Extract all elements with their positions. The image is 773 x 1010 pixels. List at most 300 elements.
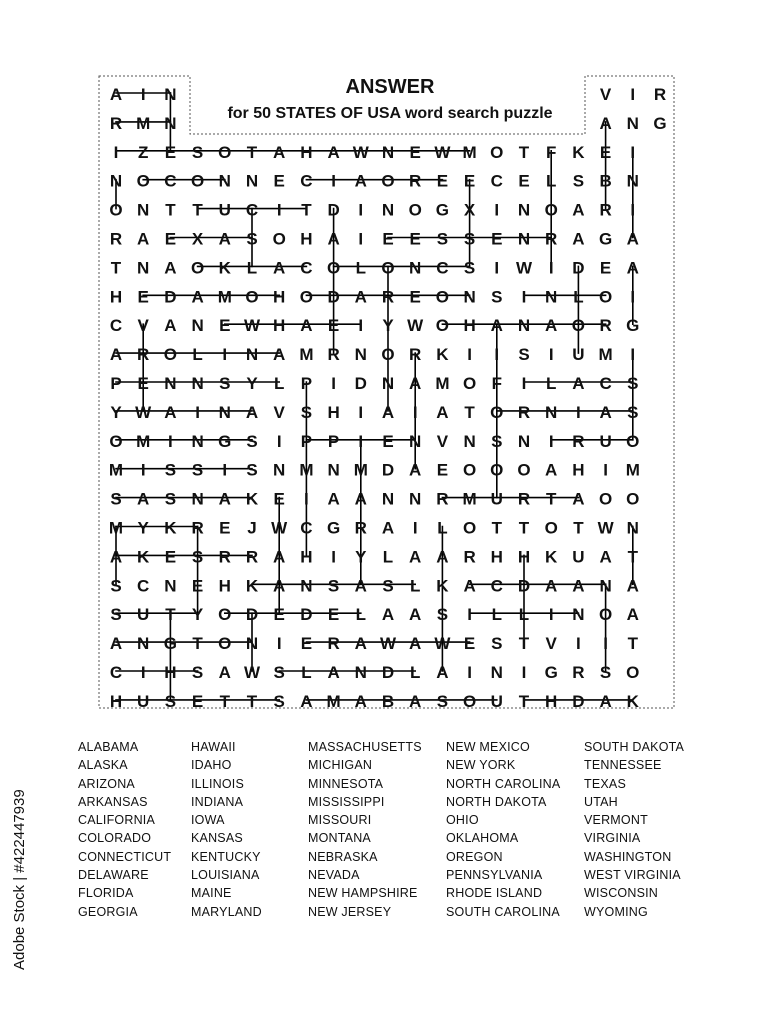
stock-label: Adobe Stock | #422447939 xyxy=(11,789,28,970)
grid-letter: N xyxy=(218,171,231,191)
grid-letter: N xyxy=(409,258,422,278)
grid-letter: I xyxy=(548,431,554,451)
word-list-item: INDIANA xyxy=(191,794,244,809)
grid-letter: M xyxy=(353,460,368,480)
grid-letter: A xyxy=(409,374,422,393)
grid-letter: H xyxy=(572,460,585,480)
grid-letter: I xyxy=(467,663,472,682)
grid-letter: D xyxy=(572,691,585,711)
grid-letter: U xyxy=(599,431,612,451)
grid-letter: R xyxy=(191,518,204,538)
grid-letter: D xyxy=(572,258,585,278)
grid-letter: N xyxy=(191,431,204,451)
grid-letter: L xyxy=(410,576,421,596)
grid-letter: S xyxy=(110,605,122,625)
word-list-column xyxy=(584,738,684,921)
grid-letter: S xyxy=(191,663,204,682)
grid-letter: M xyxy=(462,142,477,162)
grid-letter: N xyxy=(245,634,259,654)
grid-letter: L xyxy=(573,287,584,307)
grid-letter: O xyxy=(381,171,395,191)
grid-letter: T xyxy=(518,142,530,162)
grid-letter: O xyxy=(490,460,504,480)
word-list-item: ILLINOIS xyxy=(191,776,245,791)
page-subtitle: for 50 STATES OF USA word search puzzle xyxy=(227,105,553,122)
word-list-item: OHIO xyxy=(446,813,479,828)
grid-letter: H xyxy=(109,287,123,307)
grid-letter: L xyxy=(491,605,502,625)
stock-watermark xyxy=(2,760,32,1010)
grid-letter: S xyxy=(110,489,122,509)
grid-letter: E xyxy=(436,460,449,480)
grid-letter: C xyxy=(300,518,313,538)
grid-letter: L xyxy=(410,663,421,682)
word-list-item: SOUTH CAROLINA xyxy=(446,904,560,919)
grid-letter: H xyxy=(273,287,286,307)
grid-letter: N xyxy=(191,489,204,509)
word-list-item: LOUISIANA xyxy=(191,868,260,883)
grid-letter: T xyxy=(165,200,176,220)
word-list-item: MASSACHUSETTS xyxy=(308,740,422,754)
grid-letter: N xyxy=(517,431,531,451)
grid-letter: I xyxy=(412,402,418,422)
grid-letter: S xyxy=(436,605,449,625)
grid-letter: C xyxy=(490,171,503,191)
grid-letter: N xyxy=(273,460,286,480)
grid-letter: V xyxy=(599,85,612,104)
grid-letter: I xyxy=(358,431,364,451)
grid-letter: C xyxy=(490,576,503,596)
grid-letter: E xyxy=(327,605,340,625)
word-list-item: VIRGINIA xyxy=(584,831,641,846)
word-list-item: MISSISSIPPI xyxy=(308,794,385,809)
grid-letter: A xyxy=(599,402,612,422)
grid-letter: L xyxy=(192,345,203,365)
grid-letter: B xyxy=(599,171,612,191)
grid-letter: R xyxy=(517,402,531,422)
grid-letter: K xyxy=(218,258,231,278)
word-list-item: CONNECTICUT xyxy=(78,849,172,864)
grid-letter: L xyxy=(518,605,530,625)
grid-letter: E xyxy=(137,374,149,393)
grid-letter: W xyxy=(135,402,152,422)
grid-letter: M xyxy=(136,113,151,133)
grid-letter: H xyxy=(463,316,476,336)
page-title: ANSWER xyxy=(345,76,435,98)
word-list-item: GEORGIA xyxy=(78,904,138,919)
grid-letter: I xyxy=(358,316,364,336)
grid-letter: R xyxy=(409,171,422,191)
grid-letter: E xyxy=(409,229,421,249)
grid-letter: X xyxy=(463,200,476,220)
grid-letter: S xyxy=(300,402,313,422)
grid-letter: I xyxy=(603,634,608,654)
grid-letter: W xyxy=(434,142,451,162)
grid-letter: L xyxy=(355,605,366,625)
grid-letter: R xyxy=(572,431,585,451)
grid-letter: A xyxy=(273,547,286,567)
word-list-item: WISCONSIN xyxy=(584,886,659,901)
grid-letter: N xyxy=(137,634,150,654)
grid-letter: S xyxy=(164,460,177,480)
grid-letter: I xyxy=(276,634,282,654)
grid-letter: O xyxy=(462,460,477,480)
grid-letter: R xyxy=(572,663,585,682)
word-list-item: DELAWARE xyxy=(78,868,149,883)
grid-letter: N xyxy=(381,200,395,220)
grid-letter: I xyxy=(276,200,282,220)
grid-letter: C xyxy=(109,663,123,682)
word-list-item: MAINE xyxy=(191,886,232,901)
grid-letter: A xyxy=(381,518,395,538)
grid-letter: N xyxy=(164,85,177,104)
grid-letter: K xyxy=(545,547,558,567)
grid-letter: U xyxy=(137,691,150,711)
grid-letter: Y xyxy=(382,316,394,336)
grid-letter: I xyxy=(630,200,636,220)
word-list-item: TEXAS xyxy=(584,776,626,791)
grid-letter: E xyxy=(273,605,285,625)
grid-letter: N xyxy=(381,374,395,393)
grid-letter: S xyxy=(599,663,612,682)
grid-letter: A xyxy=(599,691,612,711)
grid-letter: N xyxy=(137,200,150,220)
grid-letter: A xyxy=(436,547,449,567)
grid-letter: A xyxy=(354,287,367,307)
grid-letter: A xyxy=(572,200,585,220)
grid-letter: H xyxy=(164,663,177,682)
grid-letter: N xyxy=(517,229,531,249)
grid-letter: A xyxy=(109,345,123,365)
grid-letter: G xyxy=(326,518,341,538)
grid-letter: V xyxy=(137,316,149,336)
grid-letter: K xyxy=(436,576,449,596)
grid-letter: V xyxy=(545,634,557,654)
grid-letter: I xyxy=(467,605,472,625)
grid-letter: M xyxy=(462,489,477,509)
grid-letter: C xyxy=(599,374,612,393)
grid-letter: I xyxy=(494,345,500,365)
grid-letter: N xyxy=(545,287,558,307)
grid-letter: M xyxy=(136,431,151,451)
grid-letter: A xyxy=(354,171,367,191)
word-list-column xyxy=(446,738,560,921)
grid-letter: O xyxy=(626,663,640,682)
word-list-item: UTAH xyxy=(584,794,618,809)
grid-letter: E xyxy=(164,142,177,162)
word-list-item: NORTH DAKOTA xyxy=(446,794,547,809)
grid-letter: K xyxy=(626,691,639,711)
grid-letter: W xyxy=(243,316,261,336)
grid-letter: R xyxy=(653,85,667,104)
grid-letter: R xyxy=(409,345,422,365)
grid-letter: A xyxy=(327,142,340,162)
grid-letter: C xyxy=(109,316,123,336)
grid-letter: S xyxy=(246,229,258,249)
grid-letter: R xyxy=(381,287,395,307)
grid-letter: K xyxy=(137,547,150,567)
grid-letter: N xyxy=(218,402,231,422)
word-list-item: PENNSYLVANIA xyxy=(446,868,543,883)
grid-letter: O xyxy=(381,258,395,278)
grid-letter: P xyxy=(300,431,313,451)
grid-letter: D xyxy=(381,663,395,682)
word-list-item: NEW MEXICO xyxy=(446,740,530,754)
grid-letter: I xyxy=(331,171,336,191)
grid-letter: N xyxy=(245,345,259,365)
grid-letter: N xyxy=(599,576,612,596)
grid-letter: N xyxy=(626,171,639,191)
grid-letter: W xyxy=(434,634,451,654)
grid-letter: G xyxy=(163,634,178,654)
word-list-item: ARKANSAS xyxy=(78,794,148,809)
grid-letter: O xyxy=(190,171,205,191)
grid-letter: H xyxy=(490,547,503,567)
grid-letter: L xyxy=(546,171,557,191)
grid-letter: A xyxy=(273,142,286,162)
grid-letter: I xyxy=(222,460,228,480)
grid-letter: L xyxy=(301,663,312,682)
grid-letter: N xyxy=(300,576,313,596)
grid-letter: E xyxy=(518,171,530,191)
grid-letter: R xyxy=(327,345,340,365)
grid-letter: A xyxy=(109,634,123,654)
grid-letter: S xyxy=(110,576,122,596)
grid-letter: E xyxy=(273,489,285,509)
grid-letter: A xyxy=(409,605,422,625)
grid-letter: N xyxy=(572,605,585,625)
grid-letter: D xyxy=(164,287,177,307)
grid-letter: W xyxy=(515,258,533,278)
word-list-item: MICHIGAN xyxy=(308,758,373,773)
grid-letter: A xyxy=(327,489,340,509)
grid-letter: O xyxy=(598,489,613,509)
word-list-item: TENNESSEE xyxy=(584,758,662,773)
grid-letter: V xyxy=(273,402,285,422)
word-list-item: MARYLAND xyxy=(191,904,262,919)
grid-letter: N xyxy=(164,374,177,393)
grid-letter: E xyxy=(382,229,394,249)
grid-letter: A xyxy=(164,258,177,278)
grid-letter: H xyxy=(273,316,286,336)
grid-letter: E xyxy=(219,316,231,336)
grid-letter: I xyxy=(358,200,364,220)
grid-letter: O xyxy=(109,200,123,220)
grid-letter: O xyxy=(571,316,586,336)
grid-letter: C xyxy=(436,258,449,278)
grid-letter: C xyxy=(300,258,313,278)
grid-letter: I xyxy=(494,258,500,278)
grid-letter: K xyxy=(245,576,259,596)
grid-letter: E xyxy=(599,258,612,278)
grid-letter: E xyxy=(382,431,394,451)
grid-letter: D xyxy=(354,374,367,393)
grid-letter: U xyxy=(572,345,585,365)
grid-letter: M xyxy=(326,691,341,711)
grid-letter: J xyxy=(247,518,257,538)
grid-letter: A xyxy=(409,460,422,480)
grid-letter: N xyxy=(626,113,639,133)
grid-letter: A xyxy=(463,576,476,596)
grid-letter: E xyxy=(463,634,476,654)
grid-letter: W xyxy=(352,142,369,162)
grid-letter: B xyxy=(381,691,395,711)
grid-letter: A xyxy=(572,489,585,509)
grid-letter: S xyxy=(436,229,449,249)
grid-letter: I xyxy=(467,345,472,365)
grid-letter: U xyxy=(572,547,585,567)
grid-letter: H xyxy=(109,691,123,711)
grid-letter: S xyxy=(219,374,231,393)
grid-letter: A xyxy=(626,229,639,249)
grid-letter: G xyxy=(598,229,613,249)
grid-letter: A xyxy=(545,576,558,596)
grid-letter: I xyxy=(521,287,527,307)
grid-letter: Y xyxy=(137,518,149,538)
grid-letter: A xyxy=(109,85,123,104)
grid-letter: E xyxy=(463,171,476,191)
word-list-item: COLORADO xyxy=(78,831,152,846)
grid-letter: M xyxy=(598,345,613,365)
grid-letter: N xyxy=(409,489,422,509)
word-list-item: WYOMING xyxy=(584,904,648,919)
grid-letter: M xyxy=(299,460,314,480)
word-list-item: MISSOURI xyxy=(308,813,372,828)
grid-letter: R xyxy=(599,200,612,220)
grid-letter: K xyxy=(245,489,259,509)
grid-letter: N xyxy=(463,287,476,307)
grid-letter: W xyxy=(243,663,261,682)
grid-letter: H xyxy=(218,576,231,596)
grid-letter: N xyxy=(137,258,150,278)
grid-letter: A xyxy=(572,374,585,393)
grid-letter: E xyxy=(491,229,503,249)
grid-letter: A xyxy=(490,316,503,336)
grid-letter: A xyxy=(191,287,204,307)
grid-letter: N xyxy=(327,460,340,480)
grid-letter: I xyxy=(140,663,146,682)
grid-letter: O xyxy=(163,345,178,365)
grid-letter: A xyxy=(137,229,150,249)
grid-letter: Y xyxy=(110,402,122,422)
grid-letter: A xyxy=(354,634,367,654)
grid-letter: M xyxy=(108,460,124,480)
grid-letter: T xyxy=(627,547,638,567)
word-list-item: NEBRASKA xyxy=(308,849,378,864)
grid-letter: S xyxy=(463,258,476,278)
grid-letter: E xyxy=(436,171,449,191)
grid-letter: O xyxy=(136,171,150,191)
word-list-item: WEST VIRGINIA xyxy=(584,868,681,883)
grid-letter: K xyxy=(164,518,177,538)
word-list-item: SOUTH DAKOTA xyxy=(584,740,685,754)
grid-letter: G xyxy=(626,316,640,336)
grid-letter: N xyxy=(245,171,259,191)
grid-letter: U xyxy=(218,200,231,220)
grid-letter: T xyxy=(219,691,230,711)
grid-letter: T xyxy=(518,634,530,654)
grid-letter: R xyxy=(245,547,259,567)
grid-letter: S xyxy=(191,547,204,567)
grid-letter: N xyxy=(490,663,503,682)
grid-letter: S xyxy=(327,576,340,596)
grid-letter: I xyxy=(276,431,282,451)
grid-letter: S xyxy=(518,345,530,365)
grid-letter: A xyxy=(273,576,286,596)
grid-letter: T xyxy=(192,200,203,220)
grid-letter: A xyxy=(436,663,449,682)
grid-letter: D xyxy=(327,287,340,307)
grid-letter: R xyxy=(436,489,449,509)
grid-letter: W xyxy=(597,518,614,538)
grid-letter: D xyxy=(327,200,340,220)
grid-letter: A xyxy=(245,402,259,422)
grid-letter: D xyxy=(300,605,313,625)
word-list-column xyxy=(78,738,171,921)
grid-letter: A xyxy=(626,605,639,625)
grid-letter: M xyxy=(625,460,640,480)
grid-letter: I xyxy=(630,345,636,365)
grid-letter: L xyxy=(246,258,258,278)
word-list-item: NEVADA xyxy=(308,868,360,883)
grid-letter: E xyxy=(300,634,313,654)
grid-letter: A xyxy=(354,489,367,509)
grid-letter: Y xyxy=(246,374,258,393)
grid-letter: O xyxy=(517,460,531,480)
grid-letter: A xyxy=(409,547,422,567)
grid-letter: G xyxy=(218,431,232,451)
grid-letter: T xyxy=(491,518,502,538)
grid-letter: O xyxy=(326,258,341,278)
grid-letter: O xyxy=(272,229,286,249)
grid-letter: R xyxy=(327,634,340,654)
grid-letter: X xyxy=(191,229,204,249)
grid-letter: E xyxy=(164,547,177,567)
grid-letter: U xyxy=(137,605,150,625)
grid-letter: A xyxy=(545,460,558,480)
grid-letter: L xyxy=(546,374,557,393)
word-list-item: OREGON xyxy=(446,849,503,864)
grid-letter: I xyxy=(548,258,554,278)
grid-letter: H xyxy=(300,142,313,162)
grid-letter: I xyxy=(630,142,636,162)
grid-letter: S xyxy=(164,691,177,711)
grid-letter: K xyxy=(572,142,585,162)
word-list-item: KANSAS xyxy=(191,831,243,846)
grid-letter: N xyxy=(354,345,367,365)
word-list-item: ALABAMA xyxy=(78,740,139,754)
grid-letter: E xyxy=(219,518,231,538)
grid-letter: G xyxy=(544,663,558,682)
grid-letter: C xyxy=(137,576,150,596)
grid-letter: Z xyxy=(138,142,149,162)
grid-letter: T xyxy=(246,691,258,711)
grid-letter: O xyxy=(218,142,232,162)
word-list-item: NEW JERSEY xyxy=(308,904,392,919)
grid-letter: P xyxy=(110,374,122,393)
grid-letter: W xyxy=(271,518,288,538)
grid-letter: A xyxy=(300,316,313,336)
grid-letter: N xyxy=(191,316,204,336)
grid-letter: I xyxy=(548,605,554,625)
grid-letter: O xyxy=(299,287,314,307)
grid-letter: R xyxy=(545,229,558,249)
grid-letter: I xyxy=(576,634,581,654)
grid-letter: L xyxy=(274,374,285,393)
grid-letter: I xyxy=(140,85,146,104)
grid-letter: S xyxy=(491,634,503,654)
grid-letter: A xyxy=(354,691,367,711)
